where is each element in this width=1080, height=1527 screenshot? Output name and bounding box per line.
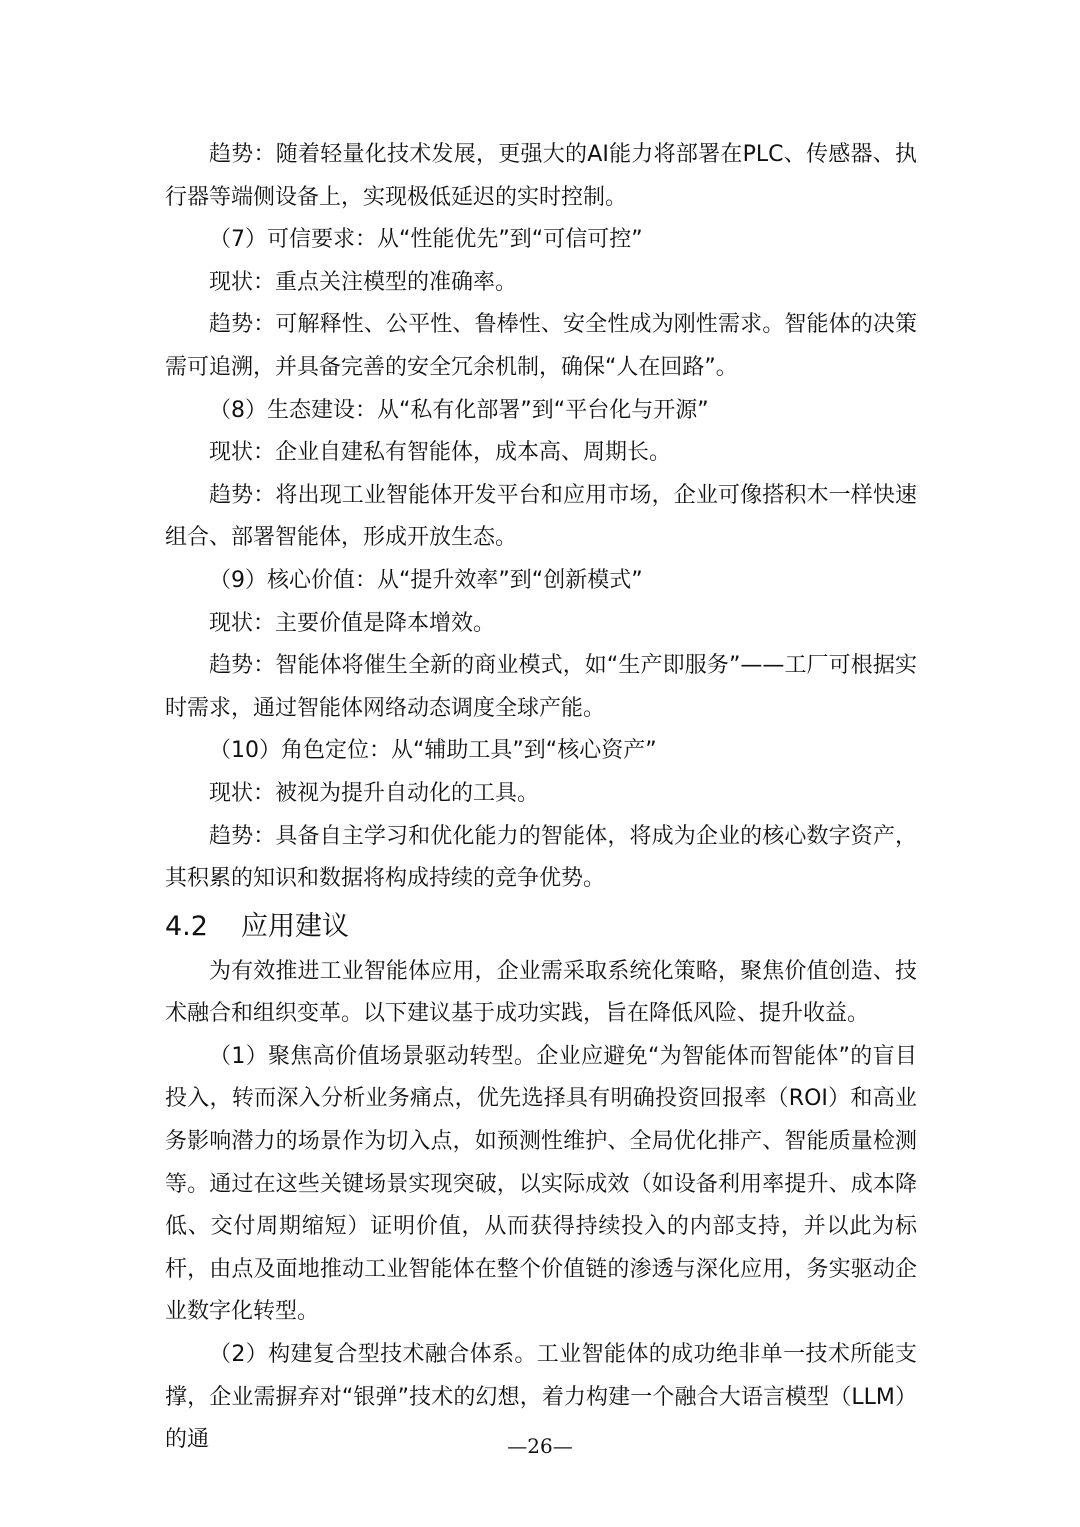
- paragraph: 趋势：具备自主学习和优化能力的智能体，将成为企业的核心数字资产，其积累的知识和数据将构成持续的竞争优势。: [165, 823, 917, 892]
- paragraph: 趋势：智能体将催生全新的商业模式，如“生产即服务”——工厂可根据实时需求，通过智能体网络动态调度全球产能。: [165, 653, 917, 721]
- paragraph: （10）角色定位：从“辅助工具”到“核心资产”: [209, 738, 657, 764]
- paragraph: 现状：重点关注模型的准确率。: [209, 269, 518, 295]
- section-heading: [165, 907, 917, 947]
- paragraph: 现状：企业自建私有智能体，成本高、周期长。: [209, 440, 672, 466]
- paragraph: （7）可信要求：从“性能优先”到“可信可控”: [209, 227, 643, 253]
- paragraph: （2）构建复合型技术融合体系。工业智能体的成功绝非单一技术所能支撑，企业需摒弃对“银弹”技术的幻想，着力构建一个融合大语言模型（LLM）的通: [165, 1342, 917, 1453]
- paragraph: 现状：被视为提升自动化的工具。: [209, 780, 540, 806]
- paragraph: 趋势：将出现工业智能体开发平台和应用市场，企业可像搭积木一样快速组合、部署智能体，形成开放生态。: [165, 482, 917, 551]
- paragraph: 现状：主要价值是降本增效。: [209, 610, 496, 636]
- paragraph: （8）生态建设：从“私有化部署”到“平台化与开源”: [209, 397, 709, 423]
- page-number: —26—: [507, 1434, 573, 1458]
- paragraph: 为有效推进工业智能体应用，企业需采取系统化策略，聚焦价值创造、技术融合和组织变革。以下建议基于成功实践，旨在降低风险、提升收益。: [165, 958, 917, 1027]
- paragraph: 趋势：随着轻量化技术发展，更强大的AI能力将部署在PLC、传感器、执行器等端侧设备上，实现极低延迟的实时控制。: [165, 142, 917, 210]
- paragraph: （9）核心价值：从“提升效率”到“创新模式”: [209, 567, 643, 593]
- paragraph: 趋势：可解释性、公平性、鲁棒性、安全性成为刚性需求。智能体的决策需可追溯，并具备完善的安全冗余机制，确保“人在回路”。: [165, 312, 917, 380]
- page-content: [165, 134, 917, 1462]
- section-title: 应用建议: [241, 910, 349, 942]
- section-number: 4.2: [165, 910, 208, 942]
- paragraph: （1）聚焦高价值场景驱动转型。企业应避免“为智能体而智能体”的盲目投入，转而深入分析业务痛点，优先选择具有明确投资回报率（ROI）和高业务影响潜力的场景作为切入点，如预测性维护、全局优化排产、智能质量检测等。通过在这些关键场景实现突破，以实际成效（如设备利用率提升、成本降低、交付周期缩短）证明价值，从而获得持续投入的内部支持，并以此为标杆，由点及面地推动工业智能体在整个价值链的渗透与深化应用，务实驱动企业数字化转型。: [165, 1043, 917, 1325]
